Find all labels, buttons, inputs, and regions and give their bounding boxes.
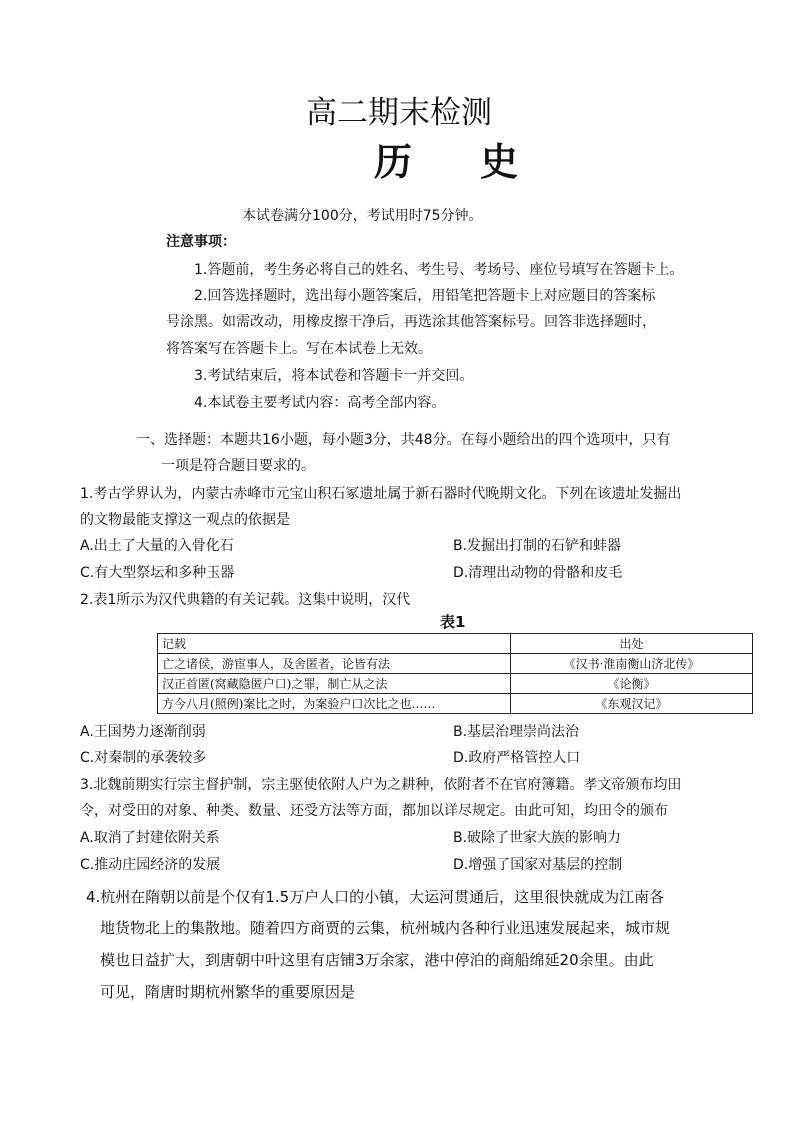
q4-stem-cont: 可见，隋唐时期杭州繁华的重要原因是 bbox=[100, 983, 356, 1001]
note-line: 号涂黑。如需改动，用橡皮擦干净后，再选涂其他答案标号。回答非选择题时， bbox=[166, 314, 656, 330]
notes-heading: 注意事项： bbox=[166, 234, 236, 250]
note-line: 3.考试结束后，将本试卷和答题卡一并交回。 bbox=[194, 368, 474, 384]
q4-stem-cont: 地货物北上的集散地。随着四方商贾的云集，杭州城内各种行业迅速发展起来，城市规 bbox=[100, 919, 671, 937]
note-line: 将答案写在答题卡上。写在本试卷上无效。 bbox=[166, 341, 432, 357]
table-cell: 《论衡》 bbox=[511, 674, 753, 694]
exam-info: 本试卷满分100分，考试用时75分钟。 bbox=[242, 208, 483, 224]
table-row bbox=[158, 674, 753, 694]
note-line: 1.答题前，考生务必将自己的姓名、考生号、考场号、座位号填写在答题卡上。 bbox=[194, 262, 684, 278]
subject-char-2: 史 bbox=[480, 140, 519, 184]
subject-char-1: 历 bbox=[374, 140, 413, 184]
q1-option-c: C.有大型祭坛和多种玉器 bbox=[80, 565, 235, 581]
table-cell: 汉正首匿(窝藏隐匿户口)之罪，制亡从之法 bbox=[158, 674, 511, 694]
section-heading: 一、选择题：本题共16小题，每小题3分，共48分。在每小题给出的四个选项中，只有 bbox=[136, 432, 671, 448]
q1-option-d: D.清理出动物的骨骼和皮毛 bbox=[453, 565, 623, 581]
records-table bbox=[157, 633, 753, 714]
q2-stem: 2.表1所示为汉代典籍的有关记载。这集中说明，汉代 bbox=[80, 592, 411, 608]
q1-option-a: A.出土了大量的入骨化石 bbox=[80, 538, 234, 554]
q3-option-c: C.推动庄园经济的发展 bbox=[80, 857, 221, 873]
table-title: 表1 bbox=[440, 613, 466, 631]
q2-option-d: D.政府严格管控人口 bbox=[453, 750, 581, 766]
q3-stem-cont: 令，对受田的对象、种类、数量、还受方法等方面，都加以详尽规定。由此可知，均田令的颁布 bbox=[80, 803, 668, 819]
table-cell: 《汉书·淮南衡山济北传》 bbox=[511, 654, 753, 674]
q3-option-b: B.破除了世家大族的影响力 bbox=[453, 830, 622, 846]
q2-option-b: B.基层治理崇尚法治 bbox=[453, 724, 580, 740]
table-row bbox=[158, 654, 753, 674]
q3-option-d: D.增强了国家对基层的控制 bbox=[453, 857, 623, 873]
q1-option-b: B.发掘出打制的石铲和蚌器 bbox=[453, 538, 622, 554]
table-header-cell: 出处 bbox=[511, 634, 753, 654]
q3-stem: 3.北魏前期实行宗主督护制，宗主驱使依附人户为之耕种，依附者不在官府簿籍。孝文帝颁布均田 bbox=[80, 777, 682, 793]
table-cell: 亡之诸侯，游宦事人，及舍匿者，论皆有法 bbox=[158, 654, 511, 674]
table-row bbox=[158, 694, 753, 714]
note-line: 4.本试卷主要考试内容：高考全部内容。 bbox=[194, 395, 446, 411]
q2-option-c: C.对秦制的承袭较多 bbox=[80, 750, 207, 766]
q4-stem-cont: 模也日益扩大，到唐朝中叶这里有店铺3万余家，港中停泊的商船绵延20余里。由此 bbox=[100, 951, 654, 969]
q1-stem: 1.考古学界认为，内蒙古赤峰市元宝山积石冢遗址属于新石器时代晚期文化。下列在该遗址发掘出 bbox=[80, 486, 682, 502]
q1-stem-cont: 的文物最能支撑这一观点的依据是 bbox=[80, 512, 290, 528]
q4-stem: 4.杭州在隋朝以前是个仅有1.5万户人口的小镇，大运河贯通后，这里很快就成为江南各 bbox=[86, 888, 665, 906]
q3-option-a: A.取消了封建依附关系 bbox=[80, 830, 220, 846]
q2-option-a: A.王国势力逐渐削弱 bbox=[80, 724, 206, 740]
note-line: 2.回答选择题时，选出每小题答案后，用铅笔把答题卡上对应题目的答案标 bbox=[194, 288, 656, 304]
table-cell: 《东观汉记》 bbox=[511, 694, 753, 714]
table-header-row bbox=[158, 634, 753, 654]
section-heading-cont: 一项是符合题目要求的。 bbox=[161, 458, 315, 474]
table-cell: 方今八月(照例)案比之时，为案验户口次比之也…… bbox=[158, 694, 511, 714]
table-header-cell: 记载 bbox=[158, 634, 511, 654]
exam-title: 高二期末检测 bbox=[306, 95, 492, 131]
